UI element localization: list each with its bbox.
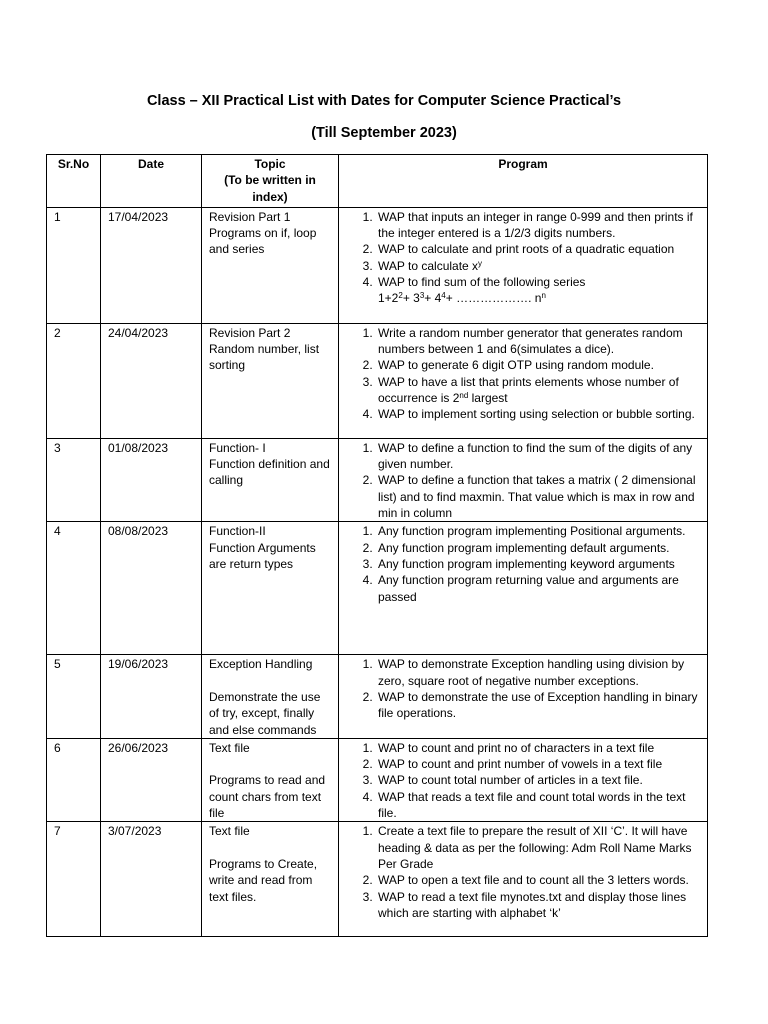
sr-cell: 1 <box>47 207 101 323</box>
sr-cell: 2 <box>47 323 101 438</box>
topic-line: Revision Part 1 <box>209 209 291 224</box>
program-item: 2. WAP to count and print number of vowels in a text file <box>376 756 700 772</box>
program-text: 4. WAP to find sum of the following series <box>378 275 586 290</box>
program-list <box>346 325 700 423</box>
document-subtitle: (Till September 2023) <box>311 125 457 141</box>
topic-line: Function Arguments are return types <box>209 540 316 571</box>
topic-line: Text file <box>209 740 250 755</box>
document-title: Class – XII Practical List with Dates for Computer Science Practical’s <box>146 93 622 109</box>
table-row <box>47 655 708 738</box>
program-list <box>346 440 700 521</box>
topic-line: Programs to Create, write and read from text files. <box>209 856 318 904</box>
program-item: 1. Any function program implementing Positional arguments. <box>376 523 700 539</box>
date-cell: 24/04/2023 <box>101 323 202 438</box>
program-item: 1. WAP to demonstrate Exception handling using division by zero, square root of negative number exceptions. <box>376 656 700 689</box>
table-row <box>47 438 708 521</box>
ordinal-suffix: nd <box>459 391 469 401</box>
program-cell <box>339 822 708 937</box>
sr-cell: 5 <box>47 655 101 738</box>
header-topic-sub: (To be written in index) <box>224 173 316 204</box>
topic-line: Text file <box>209 824 250 839</box>
program-item <box>376 274 700 307</box>
table-row <box>47 822 708 937</box>
program-text-tail: largest <box>468 391 508 406</box>
date-cell: 26/06/2023 <box>101 738 202 821</box>
topic-line: Revision Part 2 <box>209 325 291 340</box>
program-item: 1. WAP to count and print no of characters in a text file <box>376 740 700 756</box>
program-item: 2. WAP to generate 6 digit OTP using random module. <box>376 357 700 373</box>
table-row <box>47 738 708 821</box>
exponent: y <box>478 258 483 268</box>
table-row <box>47 207 708 323</box>
sr-cell: 3 <box>47 438 101 521</box>
topic-line: Programs to read and count chars from text file <box>209 773 326 821</box>
program-item: 3. Any function program implementing keyword arguments <box>376 556 700 572</box>
practical-list-table <box>46 154 708 937</box>
program-item: 2. WAP to calculate and print roots of a quadratic equation <box>376 241 700 257</box>
program-list <box>346 823 700 921</box>
date-cell: 3/07/2023 <box>101 822 202 937</box>
program-list <box>346 656 700 721</box>
header-topic-label: Topic <box>254 157 286 171</box>
topic-line: Function- I <box>209 440 266 455</box>
program-item: 1. Write a random number generator that generates random numbers between 1 and 6(simulates a dice). <box>376 325 700 358</box>
program-item: 3. WAP to count total number of articles in a text file. <box>376 772 700 788</box>
program-text: WAP to have a list that prints elements whose number of occurrence is 2 <box>378 374 679 406</box>
program-item: 4. Any function program returning value and arguments are passed <box>376 572 700 605</box>
table-row <box>47 323 708 438</box>
topic-cell <box>202 207 339 323</box>
header-date: Date <box>101 155 202 208</box>
program-item: 2. WAP to define a function that takes a matrix ( 2 dimensional list) and to find maxmin. That value which is max in row and min in column <box>376 472 700 521</box>
program-item: 2. WAP to open a text file and to count all the 3 letters words. <box>376 872 700 888</box>
topic-line: Random number, list sorting <box>209 342 320 373</box>
sr-cell: 7 <box>47 822 101 937</box>
program-cell <box>339 738 708 821</box>
sr-cell: 4 <box>47 522 101 655</box>
program-cell <box>339 207 708 323</box>
program-cell <box>339 323 708 438</box>
topic-line: Exception Handling <box>209 657 313 672</box>
topic-cell <box>202 522 339 655</box>
header-topic <box>202 155 339 208</box>
program-cell <box>339 655 708 738</box>
program-item: 1. WAP to define a function to find the sum of the digits of any given number. <box>376 440 700 473</box>
sr-cell: 6 <box>47 738 101 821</box>
program-item: 4. WAP to implement sorting using selection or bubble sorting. <box>376 406 700 422</box>
program-list <box>346 740 700 821</box>
table-row <box>47 522 708 655</box>
program-text: WAP to calculate x <box>378 258 479 273</box>
program-cell <box>339 522 708 655</box>
header-program: Program <box>339 155 708 208</box>
date-cell: 08/08/2023 <box>101 522 202 655</box>
program-list <box>346 209 700 307</box>
topic-line: Demonstrate the use of try, except, finally and else commands <box>209 689 321 737</box>
topic-line: Function-II <box>209 524 266 539</box>
topic-line: Function definition and calling <box>209 457 330 488</box>
program-item: 3. WAP to read a text file mynotes.txt and display those lines which are starting with alphabet ‘k’ <box>376 889 700 922</box>
date-cell: 01/08/2023 <box>101 438 202 521</box>
program-item: 1. WAP that inputs an integer in range 0-999 and then prints if the integer entered is a 1/2/3 digits numbers. <box>376 209 700 242</box>
program-item <box>376 258 700 274</box>
program-item: 2. Any function program implementing default arguments. <box>376 540 700 556</box>
topic-cell <box>202 822 339 937</box>
date-cell: 17/04/2023 <box>101 207 202 323</box>
topic-cell <box>202 655 339 738</box>
topic-cell <box>202 738 339 821</box>
topic-line: Programs on if, loop and series <box>209 226 317 257</box>
program-cell <box>339 438 708 521</box>
topic-cell <box>202 323 339 438</box>
program-item: 2. WAP to demonstrate the use of Exception handling in binary file operations. <box>376 689 700 722</box>
topic-cell <box>202 438 339 521</box>
program-item <box>376 374 700 407</box>
date-cell: 19/06/2023 <box>101 655 202 738</box>
program-item: 4. WAP that reads a text file and count total words in the text file. <box>376 789 700 822</box>
header-srno: Sr.No <box>47 155 101 208</box>
series-formula: $1+2^2+ 3^3+ 4^4+$ ………………. $n^n$ <box>378 291 546 306</box>
program-list <box>346 523 700 604</box>
program-item: 1. Create a text file to prepare the result of XII ‘C’. It will have heading & data as per the following: Adm Roll Name Marks Per Grade <box>376 823 700 872</box>
table-header-row <box>47 155 708 208</box>
